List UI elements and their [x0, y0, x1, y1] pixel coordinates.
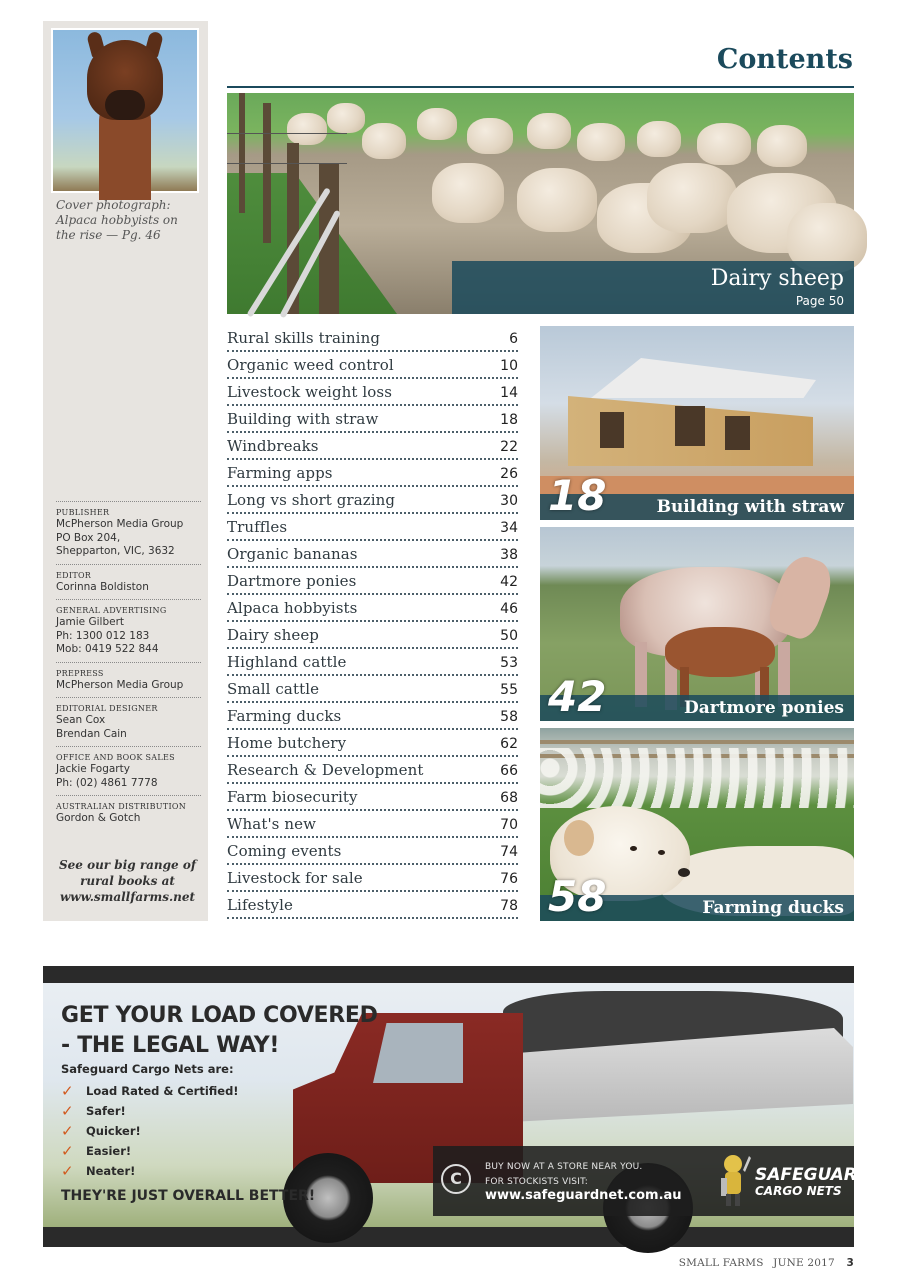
toc-entry-page: 42	[500, 574, 518, 590]
toc-entry-page: 68	[500, 790, 518, 806]
credit-label: EDITORIAL DESIGNER	[56, 704, 158, 713]
ad-bullet	[61, 1101, 239, 1121]
toc-entry-title: Alpaca hobbyists	[227, 599, 358, 617]
toc-entry-page: 10	[500, 358, 518, 374]
credit-line: Mob: 0419 522 844	[56, 643, 159, 655]
toc-entry[interactable]	[227, 433, 518, 460]
page-title: Contents	[716, 44, 853, 75]
feature-label: Dartmore ponies	[683, 698, 844, 718]
credit-line: Corinna Boldiston	[56, 580, 149, 593]
ad-brand-logo	[755, 1166, 871, 1198]
toc-entry-page: 78	[500, 898, 518, 914]
toc-entry[interactable]	[227, 595, 518, 622]
footer-publication: SMALL FARMS	[678, 1257, 764, 1269]
ad-brand-subname: CARGO NETS	[755, 1184, 842, 1198]
feature-building-with-straw[interactable]	[540, 326, 854, 520]
credit-block	[56, 599, 201, 662]
toc-entry-title: Windbreaks	[227, 437, 319, 455]
ad-banner	[43, 983, 871, 1227]
page-number: 3	[846, 1257, 854, 1269]
cover-photo	[51, 28, 199, 193]
toc-entry[interactable]	[227, 892, 518, 919]
toc-entry[interactable]	[227, 460, 518, 487]
credit-label: EDITOR	[56, 570, 92, 580]
toc-entry[interactable]	[227, 730, 518, 757]
toc-entry-title: Rural skills training	[227, 329, 381, 347]
credit-line: Sean Cox	[56, 714, 106, 726]
ad-bullet-text: Easier!	[86, 1144, 132, 1158]
toc-entry-page: 26	[500, 466, 518, 482]
knight-mascot-icon	[713, 1152, 753, 1208]
toc-entry-page: 22	[500, 439, 518, 455]
hero-page: Page 50	[795, 294, 844, 308]
ad-bullet	[61, 1081, 239, 1101]
ad-url-link[interactable]: www.safeguardnet.com.au	[485, 1188, 682, 1203]
toc-entry-title: Dairy sheep	[227, 626, 319, 644]
toc-entry[interactable]	[227, 325, 518, 352]
ad-buy-line-1: BUY NOW AT A STORE NEAR YOU.	[485, 1162, 643, 1172]
credit-block	[56, 795, 201, 831]
toc-entry-page: 30	[500, 493, 518, 509]
ad-headline	[61, 1001, 378, 1061]
cover-caption: Cover photograph: Alpaca hobbyists on the rise — Pg. 46	[56, 198, 178, 242]
toc-entry-title: Home butchery	[227, 734, 347, 752]
title-divider	[227, 86, 854, 88]
checkmark-icon: ✓	[61, 1142, 74, 1160]
toc-entry-title: Highland cattle	[227, 653, 347, 671]
ad-call-to-action	[433, 1146, 871, 1216]
checkmark-icon: ✓	[61, 1082, 74, 1100]
credit-line: Jackie Fogarty	[56, 763, 130, 775]
ad-bullet	[61, 1121, 239, 1141]
ad-headline-line-2: - THE LEGAL WAY!	[61, 1033, 280, 1058]
toc-entry-title: Truffles	[227, 518, 288, 536]
toc-entry-page: 6	[509, 331, 518, 347]
credit-label: GENERAL ADVERTISING	[56, 606, 167, 615]
ad-bullet-text: Quicker!	[86, 1124, 141, 1138]
toc-entry-page: 50	[500, 628, 518, 644]
ad-bullet-text: Load Rated & Certified!	[86, 1084, 239, 1098]
credit-label: PUBLISHER	[56, 508, 110, 517]
toc-entry-title: Livestock for sale	[227, 869, 363, 887]
ad-buy-line-2: FOR STOCKISTS VISIT:	[485, 1177, 589, 1187]
feature-dartmore-ponies[interactable]	[540, 527, 854, 721]
credit-line: Jamie Gilbert	[56, 616, 125, 628]
toc-entry[interactable]	[227, 541, 518, 568]
toc-entry-page: 55	[500, 682, 518, 698]
toc-entry-page: 18	[500, 412, 518, 428]
toc-entry-title: Dartmore ponies	[227, 572, 357, 590]
toc-entry-title: What's new	[227, 815, 317, 833]
ad-buy-text	[485, 1160, 642, 1190]
toc-entry[interactable]	[227, 649, 518, 676]
credit-label: PREPRESS	[56, 668, 104, 678]
credit-line: Gordon & Gotch	[56, 812, 141, 824]
toc-entry[interactable]	[227, 784, 518, 811]
feature-number: 42	[548, 672, 607, 721]
credit-block	[56, 746, 201, 795]
toc-entry-title: Building with straw	[227, 410, 379, 428]
toc-entry[interactable]	[227, 757, 518, 784]
footer-issue: JUNE 2017	[773, 1257, 835, 1269]
toc-entry-title: Farming ducks	[227, 707, 342, 725]
checkmark-icon: ✓	[61, 1122, 74, 1140]
toc-entry-title: Farming apps	[227, 464, 333, 482]
credit-label: OFFICE AND BOOK SALES	[56, 753, 175, 762]
toc-entry[interactable]	[227, 568, 518, 595]
credit-line: PO Box 204,	[56, 531, 121, 544]
toc-entry-page: 62	[500, 736, 518, 752]
credit-line: Brendan Cain	[56, 727, 127, 740]
toc-entry[interactable]	[227, 622, 518, 649]
toc-entry[interactable]	[227, 811, 518, 838]
credit-line: McPherson Media Group	[56, 678, 184, 691]
credit-line: Shepparton, VIC, 3632	[56, 545, 175, 557]
toc-entry[interactable]	[227, 514, 518, 541]
toc-entry-title: Organic bananas	[227, 545, 358, 563]
toc-entry-page: 34	[500, 520, 518, 536]
feature-label: Farming ducks	[702, 898, 844, 918]
toc-entry[interactable]	[227, 865, 518, 892]
toc-entry-page: 76	[500, 871, 518, 887]
hero-feature[interactable]	[227, 93, 854, 314]
ad-bullet-list	[61, 1081, 239, 1181]
ad-subheading: Safeguard Cargo Nets are:	[61, 1062, 234, 1076]
feature-number: 18	[548, 471, 607, 520]
page-footer	[679, 1257, 854, 1269]
books-note: See our big range of rural books at www.smallfarms.net	[58, 858, 197, 904]
credit-label: AUSTRALIAN DISTRIBUTION	[56, 802, 187, 811]
checkmark-icon: ✓	[61, 1102, 74, 1120]
credit-line: McPherson Media Group	[56, 518, 184, 530]
toc-entry[interactable]	[227, 487, 518, 514]
sidebar	[43, 21, 208, 921]
feature-number: 58	[548, 872, 607, 921]
toc-entry-title: Organic weed control	[227, 356, 394, 374]
toc-entry-title: Research & Development	[227, 761, 424, 779]
toc-entry[interactable]	[227, 379, 518, 406]
toc-entry-page: 74	[500, 844, 518, 860]
advertisement[interactable]	[43, 966, 871, 1247]
toc-entry[interactable]	[227, 406, 518, 433]
toc-entry-page: 14	[500, 385, 518, 401]
toc-entry[interactable]	[227, 676, 518, 703]
ad-bullet-text: Neater!	[86, 1164, 136, 1178]
ad-brand-name: SAFEGUARD	[755, 1165, 871, 1185]
toc-entry-title: Long vs short grazing	[227, 491, 396, 509]
ad-bullet	[61, 1141, 239, 1161]
table-of-contents	[227, 325, 518, 919]
toc-entry[interactable]	[227, 703, 518, 730]
feature-label: Building with straw	[656, 497, 844, 517]
credit-block	[56, 501, 201, 564]
toc-entry-title: Coming events	[227, 842, 342, 860]
ad-headline-line-1: GET YOUR LOAD COVERED	[61, 1003, 378, 1028]
ad-bullet-text: Safer!	[86, 1104, 126, 1118]
feature-farming-ducks[interactable]	[540, 728, 854, 921]
toc-entry-page: 53	[500, 655, 518, 671]
hero-label	[452, 261, 854, 314]
certification-icon: C	[441, 1164, 471, 1194]
credit-block	[56, 697, 201, 746]
toc-entry-title: Small cattle	[227, 680, 320, 698]
toc-entry-title: Livestock weight loss	[227, 383, 393, 401]
credits-list	[56, 501, 201, 831]
ad-bullet	[61, 1161, 239, 1181]
credit-block	[56, 564, 201, 600]
checkmark-icon: ✓	[61, 1162, 74, 1180]
toc-entry-page: 58	[500, 709, 518, 725]
ad-tagline: THEY'RE JUST OVERALL BETTER!	[61, 1188, 316, 1204]
toc-entry[interactable]	[227, 838, 518, 865]
toc-entry-page: 70	[500, 817, 518, 833]
toc-entry[interactable]	[227, 352, 518, 379]
toc-entry-page: 38	[500, 547, 518, 563]
alpaca-image	[53, 30, 197, 191]
toc-entry-title: Lifestyle	[227, 896, 293, 914]
toc-entry-page: 66	[500, 763, 518, 779]
credit-block	[56, 662, 201, 698]
credit-line: Ph: (02) 4861 7778	[56, 776, 158, 789]
hero-title: Dairy sheep	[710, 266, 844, 291]
credit-line: Ph: 1300 012 183	[56, 629, 150, 642]
toc-entry-title: Farm biosecurity	[227, 788, 358, 806]
toc-entry-page: 46	[500, 601, 518, 617]
